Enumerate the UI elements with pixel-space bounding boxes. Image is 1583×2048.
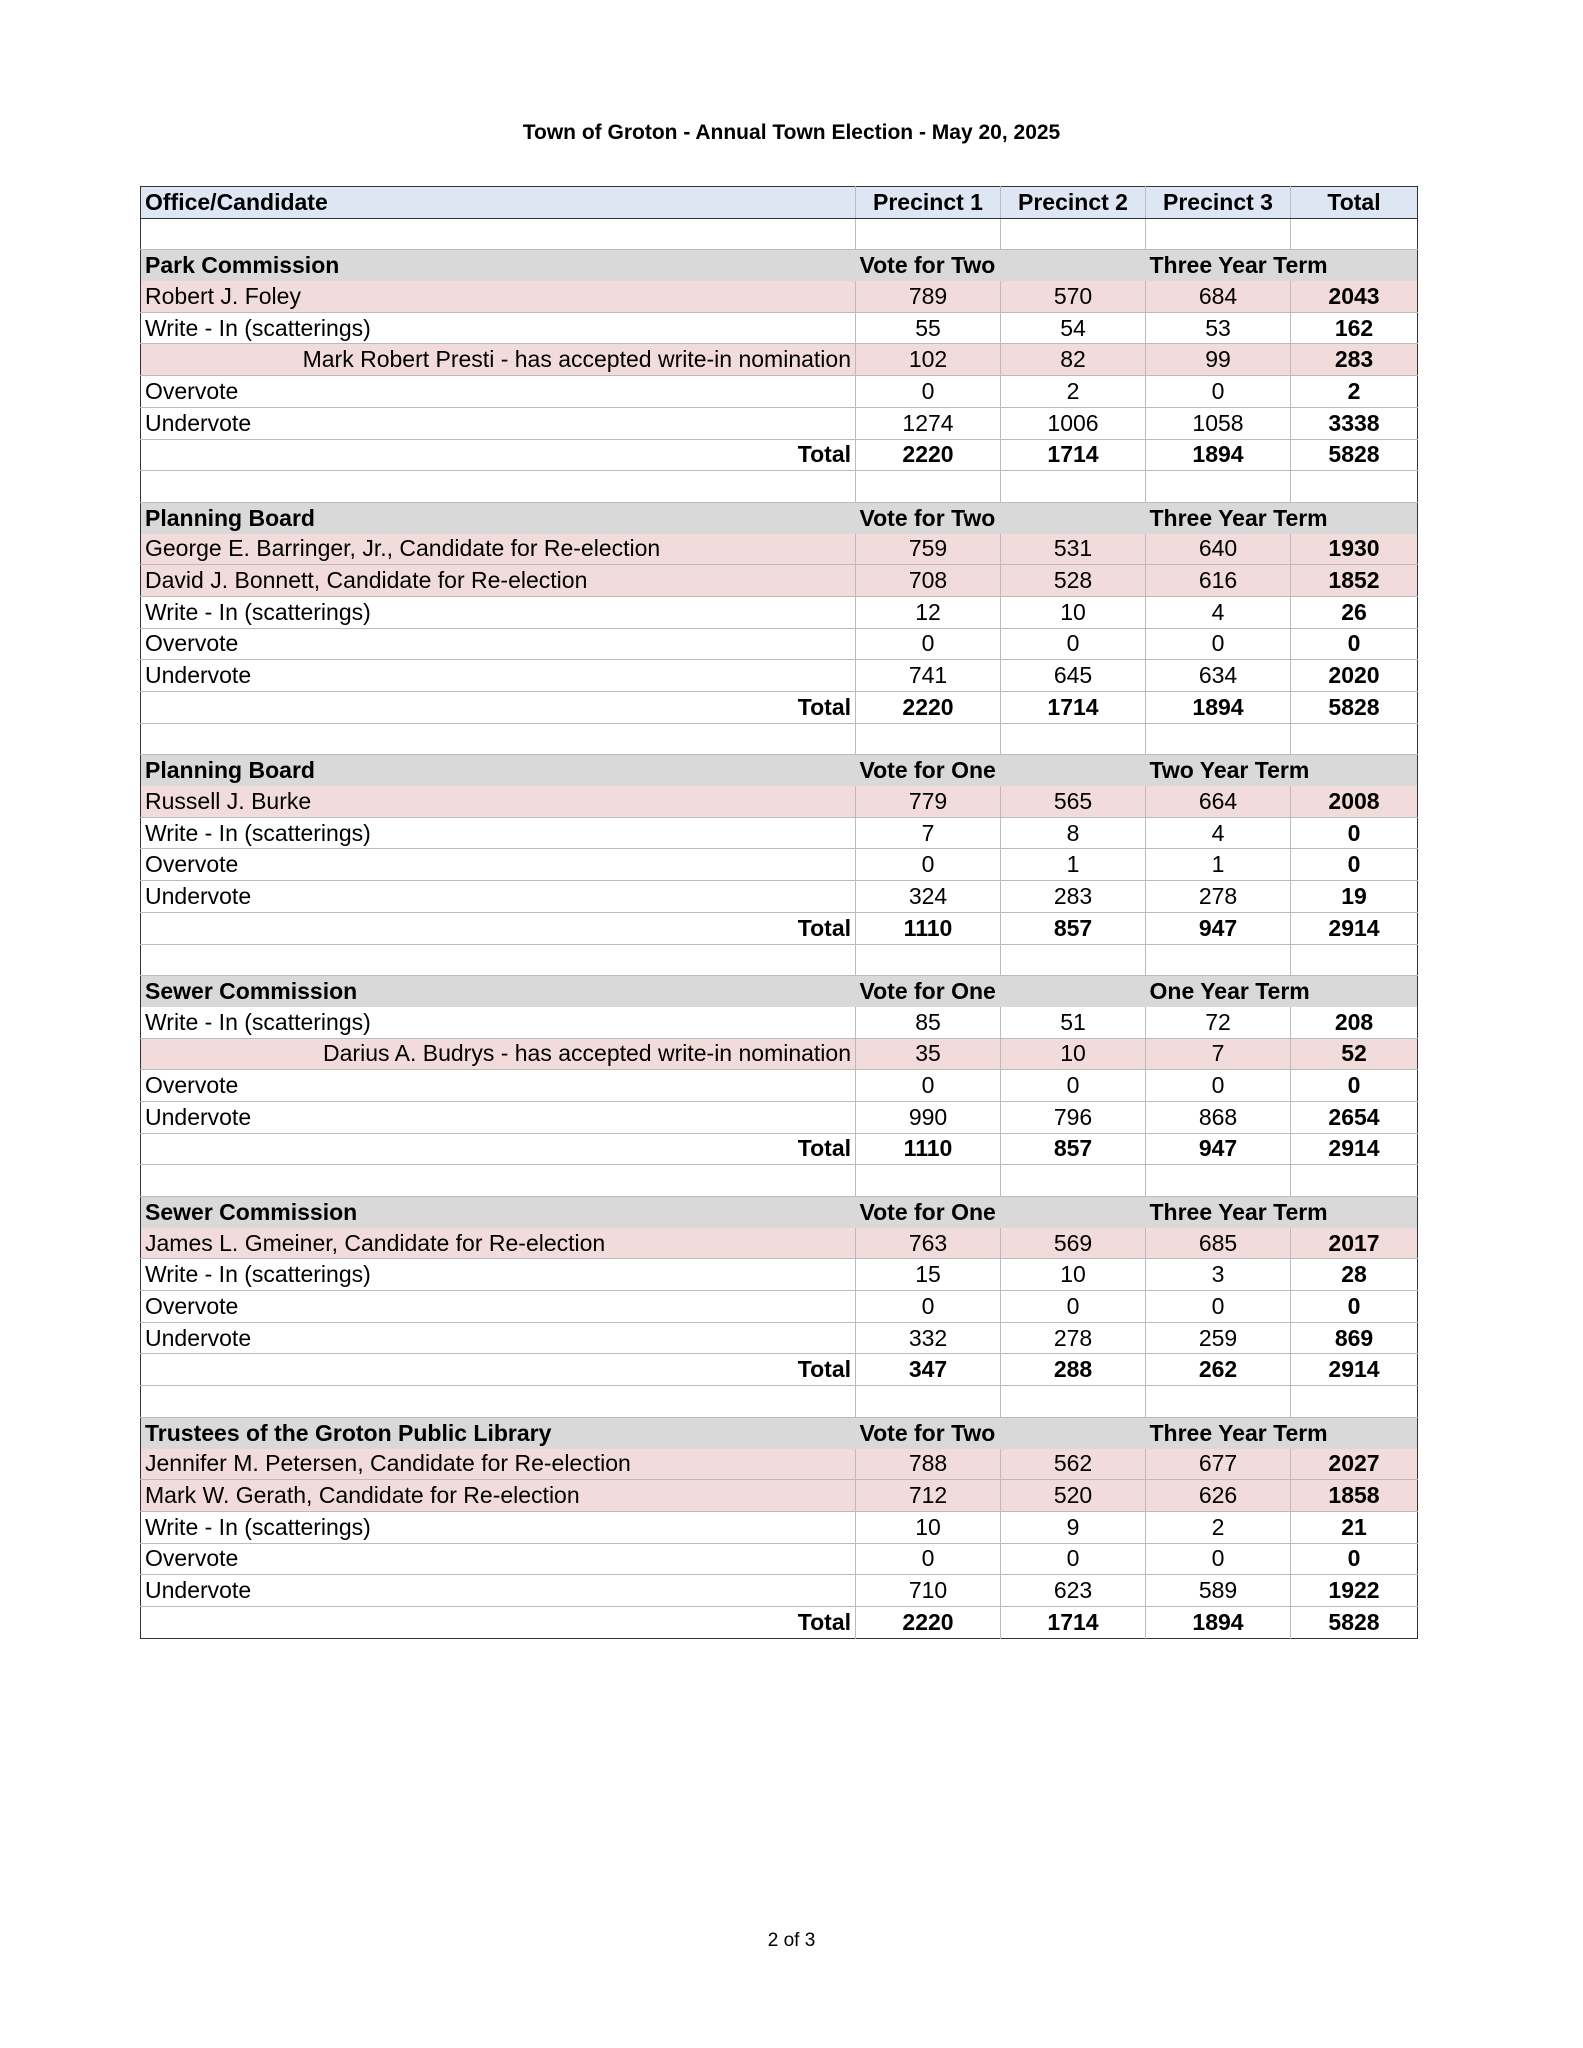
precinct-2-value: 283 xyxy=(1001,881,1146,913)
total-label: Total xyxy=(141,912,856,944)
table-row xyxy=(141,817,1418,849)
election-results-table xyxy=(140,186,1418,1639)
header-office-candidate: Office/Candidate xyxy=(141,187,856,219)
precinct-3-total: 947 xyxy=(1146,912,1291,944)
total-label: Total xyxy=(141,692,856,724)
candidate-label: Undervote xyxy=(141,407,856,439)
candidate-label: Undervote xyxy=(141,1101,856,1133)
spacer-cell xyxy=(1146,1386,1291,1418)
precinct-3-value: 1058 xyxy=(1146,407,1291,439)
table-row xyxy=(141,786,1418,817)
candidate-label: Darius A. Budrys - has accepted write-in nomination xyxy=(141,1038,856,1070)
spacer-cell xyxy=(1001,944,1146,976)
grand-total: 2914 xyxy=(1291,1133,1418,1165)
total-value: 52 xyxy=(1291,1038,1418,1070)
precinct-2-value: 528 xyxy=(1001,565,1146,597)
precinct-3-value: 640 xyxy=(1146,534,1291,565)
precinct-1-value: 1274 xyxy=(856,407,1001,439)
precinct-1-total: 1110 xyxy=(856,912,1001,944)
table-row xyxy=(141,344,1418,376)
precinct-1-total: 347 xyxy=(856,1354,1001,1386)
table-row xyxy=(141,1543,1418,1575)
precinct-2-value: 9 xyxy=(1001,1511,1146,1543)
vote-for-label: Vote for Two xyxy=(856,1417,1146,1448)
table-row xyxy=(141,1575,1418,1607)
precinct-3-value: 72 xyxy=(1146,1007,1291,1038)
grand-total: 2914 xyxy=(1291,1354,1418,1386)
precinct-2-value: 0 xyxy=(1001,1543,1146,1575)
precinct-3-total: 1894 xyxy=(1146,1606,1291,1638)
candidate-label: Write - In (scatterings) xyxy=(141,1511,856,1543)
precinct-1-value: 102 xyxy=(856,344,1001,376)
spacer-cell xyxy=(141,944,856,976)
precinct-2-total: 857 xyxy=(1001,912,1146,944)
term-label: Three Year Term xyxy=(1146,502,1418,533)
precinct-2-total: 288 xyxy=(1001,1354,1146,1386)
total-value: 2027 xyxy=(1291,1449,1418,1480)
precinct-2-value: 623 xyxy=(1001,1575,1146,1607)
precinct-2-value: 2 xyxy=(1001,376,1146,408)
table-row xyxy=(141,1322,1418,1354)
header-precinct-3: Precinct 3 xyxy=(1146,187,1291,219)
total-value: 1858 xyxy=(1291,1480,1418,1512)
table-row xyxy=(141,628,1418,660)
precinct-3-total: 947 xyxy=(1146,1133,1291,1165)
table-row xyxy=(141,596,1418,628)
section-total-row xyxy=(141,1354,1418,1386)
results-body xyxy=(141,187,1418,1639)
term-label: Three Year Term xyxy=(1146,1417,1418,1448)
precinct-1-value: 788 xyxy=(856,1449,1001,1480)
section-header-row xyxy=(141,1197,1418,1228)
grand-total: 5828 xyxy=(1291,439,1418,471)
precinct-3-value: 1 xyxy=(1146,849,1291,881)
section-header-row xyxy=(141,502,1418,533)
office-name: Sewer Commission xyxy=(141,976,856,1007)
office-name: Planning Board xyxy=(141,755,856,786)
table-row xyxy=(141,1228,1418,1259)
precinct-3-total: 262 xyxy=(1146,1354,1291,1386)
precinct-3-value: 677 xyxy=(1146,1449,1291,1480)
term-label: Two Year Term xyxy=(1146,755,1418,786)
spacer-cell xyxy=(141,723,856,755)
spacer-cell xyxy=(1146,1165,1291,1197)
total-label: Total xyxy=(797,1608,851,1635)
total-value: 869 xyxy=(1291,1322,1418,1354)
spacer-cell xyxy=(856,723,1001,755)
spacer-cell xyxy=(856,218,1001,250)
header-precinct-1: Precinct 1 xyxy=(856,187,1001,219)
precinct-3-value: 0 xyxy=(1146,1070,1291,1102)
vote-for-label: Vote for One xyxy=(856,976,1146,1007)
precinct-2-total: 1714 xyxy=(1001,1606,1146,1638)
precinct-1-value: 0 xyxy=(856,628,1001,660)
precinct-3-value: 99 xyxy=(1146,344,1291,376)
precinct-1-value: 324 xyxy=(856,881,1001,913)
candidate-label: Mark W. Gerath, Candidate for Re-election xyxy=(141,1480,856,1512)
total-value: 3338 xyxy=(1291,407,1418,439)
section-total-row xyxy=(141,439,1418,471)
spacer-cell xyxy=(1001,218,1146,250)
precinct-3-value: 0 xyxy=(1146,376,1291,408)
spacer-cell xyxy=(141,1386,856,1418)
spacer-row xyxy=(141,723,1418,755)
header-total: Total xyxy=(1291,187,1418,219)
precinct-3-value: 616 xyxy=(1146,565,1291,597)
precinct-1-value: 741 xyxy=(856,660,1001,692)
spacer-cell xyxy=(1291,218,1418,250)
total-value: 2 xyxy=(1291,376,1418,408)
precinct-3-value: 2 xyxy=(1146,1511,1291,1543)
office-name: Trustees of the Groton Public Library xyxy=(141,1417,856,1448)
spacer-cell xyxy=(141,218,856,250)
candidate-label: Mark Robert Presti - has accepted write-in nomination xyxy=(141,344,856,376)
precinct-2-value: 10 xyxy=(1001,1038,1146,1070)
total-value: 283 xyxy=(1291,344,1418,376)
spacer-cell xyxy=(1146,723,1291,755)
precinct-1-value: 55 xyxy=(856,312,1001,344)
precinct-2-value: 1006 xyxy=(1001,407,1146,439)
precinct-1-value: 712 xyxy=(856,1480,1001,1512)
total-value: 0 xyxy=(1291,849,1418,881)
precinct-2-total: 1714 xyxy=(1001,692,1146,724)
precinct-1-value: 0 xyxy=(856,1070,1001,1102)
grand-total: 2914 xyxy=(1291,912,1418,944)
vote-for-label: Vote for Two xyxy=(856,502,1146,533)
section-header-row xyxy=(141,250,1418,281)
total-value: 162 xyxy=(1291,312,1418,344)
section-total-row xyxy=(141,912,1418,944)
precinct-2-value: 0 xyxy=(1001,1070,1146,1102)
precinct-2-value: 54 xyxy=(1001,312,1146,344)
spacer-cell xyxy=(1001,471,1146,503)
precinct-3-value: 634 xyxy=(1146,660,1291,692)
total-value: 26 xyxy=(1291,596,1418,628)
precinct-3-value: 0 xyxy=(1146,628,1291,660)
candidate-label: Write - In (scatterings) xyxy=(141,312,856,344)
table-row xyxy=(141,849,1418,881)
precinct-1-value: 332 xyxy=(856,1322,1001,1354)
spacer-row xyxy=(141,218,1418,250)
total-value: 0 xyxy=(1291,1070,1418,1102)
candidate-label: Overvote xyxy=(141,376,856,408)
precinct-3-value: 0 xyxy=(1146,1291,1291,1323)
precinct-3-value: 868 xyxy=(1146,1101,1291,1133)
spacer-cell xyxy=(856,471,1001,503)
candidate-label: Jennifer M. Petersen, Candidate for Re-election xyxy=(141,1449,856,1480)
candidate-label: Overvote xyxy=(141,1070,856,1102)
section-total-row xyxy=(141,1606,1418,1638)
candidate-label: George E. Barringer, Jr., Candidate for Re-election xyxy=(141,534,856,565)
section-header-row xyxy=(141,1417,1418,1448)
total-value: 1852 xyxy=(1291,565,1418,597)
candidate-label: Write - In (scatterings) xyxy=(141,817,856,849)
table-row xyxy=(141,1291,1418,1323)
total-value: 1930 xyxy=(1291,534,1418,565)
vote-for-label: Vote for One xyxy=(856,755,1146,786)
candidate-label: Undervote xyxy=(141,660,856,692)
precinct-1-value: 763 xyxy=(856,1228,1001,1259)
precinct-2-value: 278 xyxy=(1001,1322,1146,1354)
precinct-3-value: 53 xyxy=(1146,312,1291,344)
precinct-3-value: 259 xyxy=(1146,1322,1291,1354)
table-row xyxy=(141,1070,1418,1102)
precinct-3-value: 664 xyxy=(1146,786,1291,817)
precinct-2-value: 796 xyxy=(1001,1101,1146,1133)
total-value: 0 xyxy=(1291,817,1418,849)
precinct-1-total: 2220 xyxy=(856,439,1001,471)
term-label: One Year Term xyxy=(1146,976,1418,1007)
table-row xyxy=(141,312,1418,344)
precinct-1-value: 15 xyxy=(856,1259,1001,1291)
precinct-1-value: 85 xyxy=(856,1007,1001,1038)
candidate-label: Russell J. Burke xyxy=(141,786,856,817)
table-row xyxy=(141,881,1418,913)
total-value: 0 xyxy=(1291,1543,1418,1575)
spacer-cell xyxy=(1291,1165,1418,1197)
spacer-cell xyxy=(141,1165,856,1197)
table-row xyxy=(141,1449,1418,1480)
total-label: Total xyxy=(141,1133,856,1165)
table-row xyxy=(141,407,1418,439)
total-value: 0 xyxy=(1291,628,1418,660)
precinct-1-value: 0 xyxy=(856,1543,1001,1575)
precinct-3-total: 1894 xyxy=(1146,692,1291,724)
candidate-label: Overvote xyxy=(141,1543,856,1575)
term-label: Three Year Term xyxy=(1146,1197,1418,1228)
total-value: 2017 xyxy=(1291,1228,1418,1259)
candidate-label: Overvote xyxy=(141,849,856,881)
table-row xyxy=(141,1259,1418,1291)
precinct-1-value: 0 xyxy=(856,1291,1001,1323)
total-label: Total xyxy=(141,1354,856,1386)
total-label: Total xyxy=(141,439,856,471)
precinct-2-value: 562 xyxy=(1001,1449,1146,1480)
candidate-label: Undervote xyxy=(141,1322,856,1354)
precinct-2-value: 570 xyxy=(1001,281,1146,312)
precinct-1-value: 779 xyxy=(856,786,1001,817)
precinct-2-value: 0 xyxy=(1001,1291,1146,1323)
precinct-3-value: 3 xyxy=(1146,1259,1291,1291)
precinct-2-total: 857 xyxy=(1001,1133,1146,1165)
spacer-cell xyxy=(1001,723,1146,755)
precinct-1-value: 0 xyxy=(856,849,1001,881)
candidate-label: David J. Bonnett, Candidate for Re-election xyxy=(141,565,856,597)
section-header-row xyxy=(141,976,1418,1007)
total-value: 1922 xyxy=(1291,1575,1418,1607)
precinct-3-value: 7 xyxy=(1146,1038,1291,1070)
precinct-2-value: 1 xyxy=(1001,849,1146,881)
section-total-row xyxy=(141,1133,1418,1165)
candidate-label: Undervote xyxy=(141,1575,856,1607)
term-label: Three Year Term xyxy=(1146,250,1418,281)
precinct-1-value: 0 xyxy=(856,376,1001,408)
spacer-row xyxy=(141,1165,1418,1197)
table-row xyxy=(141,565,1418,597)
total-value: 0 xyxy=(1291,1291,1418,1323)
candidate-label: Overvote xyxy=(141,1291,856,1323)
total-value: 2020 xyxy=(1291,660,1418,692)
office-name: Planning Board xyxy=(141,502,856,533)
spacer-row xyxy=(141,1386,1418,1418)
total-value: 2043 xyxy=(1291,281,1418,312)
precinct-3-value: 4 xyxy=(1146,596,1291,628)
spacer-cell xyxy=(1146,471,1291,503)
total-value: 2654 xyxy=(1291,1101,1418,1133)
candidate-label: Undervote xyxy=(141,881,856,913)
spacer-row xyxy=(141,944,1418,976)
vote-for-label: Vote for One xyxy=(856,1197,1146,1228)
document-title: Town of Groton - Annual Town Election - May 20, 2025 xyxy=(522,121,1061,144)
precinct-2-value: 531 xyxy=(1001,534,1146,565)
precinct-2-value: 520 xyxy=(1001,1480,1146,1512)
spacer-row xyxy=(141,471,1418,503)
grand-total: 5828 xyxy=(1291,692,1418,724)
office-name: Park Commission xyxy=(141,250,856,281)
table-row xyxy=(141,1480,1418,1512)
total-value: 2008 xyxy=(1291,786,1418,817)
precinct-1-total: 2220 xyxy=(856,692,1001,724)
precinct-1-value: 708 xyxy=(856,565,1001,597)
candidate-label: Robert J. Foley xyxy=(141,281,856,312)
precinct-2-value: 8 xyxy=(1001,817,1146,849)
spacer-cell xyxy=(1291,1386,1418,1418)
page-number: 2 of 3 xyxy=(767,1930,816,1951)
spacer-cell xyxy=(856,1386,1001,1418)
table-header-row xyxy=(141,187,1418,219)
table-row xyxy=(141,281,1418,312)
spacer-cell xyxy=(141,471,856,503)
precinct-3-value: 626 xyxy=(1146,1480,1291,1512)
precinct-1-value: 789 xyxy=(856,281,1001,312)
table-row xyxy=(141,376,1418,408)
table-row xyxy=(141,1101,1418,1133)
precinct-2-total: 1714 xyxy=(1001,439,1146,471)
total-value: 19 xyxy=(1291,881,1418,913)
spacer-cell xyxy=(1001,1165,1146,1197)
precinct-3-value: 685 xyxy=(1146,1228,1291,1259)
spacer-cell xyxy=(856,944,1001,976)
precinct-2-value: 565 xyxy=(1001,786,1146,817)
precinct-1-value: 35 xyxy=(856,1038,1001,1070)
precinct-1-value: 990 xyxy=(856,1101,1001,1133)
vote-for-label: Vote for Two xyxy=(856,250,1146,281)
table-row xyxy=(141,534,1418,565)
header-precinct-2: Precinct 2 xyxy=(1001,187,1146,219)
precinct-1-value: 7 xyxy=(856,817,1001,849)
precinct-1-value: 759 xyxy=(856,534,1001,565)
precinct-2-value: 82 xyxy=(1001,344,1146,376)
spacer-cell xyxy=(1146,944,1291,976)
precinct-3-value: 589 xyxy=(1146,1575,1291,1607)
table-row xyxy=(141,1511,1418,1543)
table-row xyxy=(141,1007,1418,1038)
precinct-1-value: 12 xyxy=(856,596,1001,628)
grand-total: 5828 xyxy=(1291,1606,1418,1638)
candidate-label: James L. Gmeiner, Candidate for Re-election xyxy=(141,1228,856,1259)
precinct-2-value: 51 xyxy=(1001,1007,1146,1038)
total-value: 21 xyxy=(1291,1511,1418,1543)
precinct-2-value: 10 xyxy=(1001,596,1146,628)
section-total-row xyxy=(141,692,1418,724)
precinct-1-total: 1110 xyxy=(856,1133,1001,1165)
precinct-3-value: 684 xyxy=(1146,281,1291,312)
table-row xyxy=(141,1038,1418,1070)
office-name: Sewer Commission xyxy=(141,1197,856,1228)
section-header-row xyxy=(141,755,1418,786)
candidate-label: Overvote xyxy=(141,628,856,660)
precinct-3-value: 0 xyxy=(1146,1543,1291,1575)
spacer-cell xyxy=(1291,944,1418,976)
total-value: 208 xyxy=(1291,1007,1418,1038)
precinct-2-value: 0 xyxy=(1001,628,1146,660)
precinct-3-total: 1894 xyxy=(1146,439,1291,471)
spacer-cell xyxy=(1146,218,1291,250)
table-row xyxy=(141,660,1418,692)
precinct-2-value: 569 xyxy=(1001,1228,1146,1259)
precinct-1-value: 710 xyxy=(856,1575,1001,1607)
precinct-1-total: 2220 xyxy=(856,1606,1001,1638)
precinct-3-value: 278 xyxy=(1146,881,1291,913)
candidate-label: Write - In (scatterings) xyxy=(141,596,856,628)
spacer-cell xyxy=(1291,471,1418,503)
candidate-label: Write - In (scatterings) xyxy=(141,1007,856,1038)
precinct-2-value: 645 xyxy=(1001,660,1146,692)
candidate-label: Write - In (scatterings) xyxy=(141,1259,856,1291)
precinct-1-value: 10 xyxy=(856,1511,1001,1543)
spacer-cell xyxy=(856,1165,1001,1197)
spacer-cell xyxy=(1291,723,1418,755)
precinct-3-value: 4 xyxy=(1146,817,1291,849)
precinct-2-value: 10 xyxy=(1001,1259,1146,1291)
spacer-cell xyxy=(1001,1386,1146,1418)
total-value: 28 xyxy=(1291,1259,1418,1291)
